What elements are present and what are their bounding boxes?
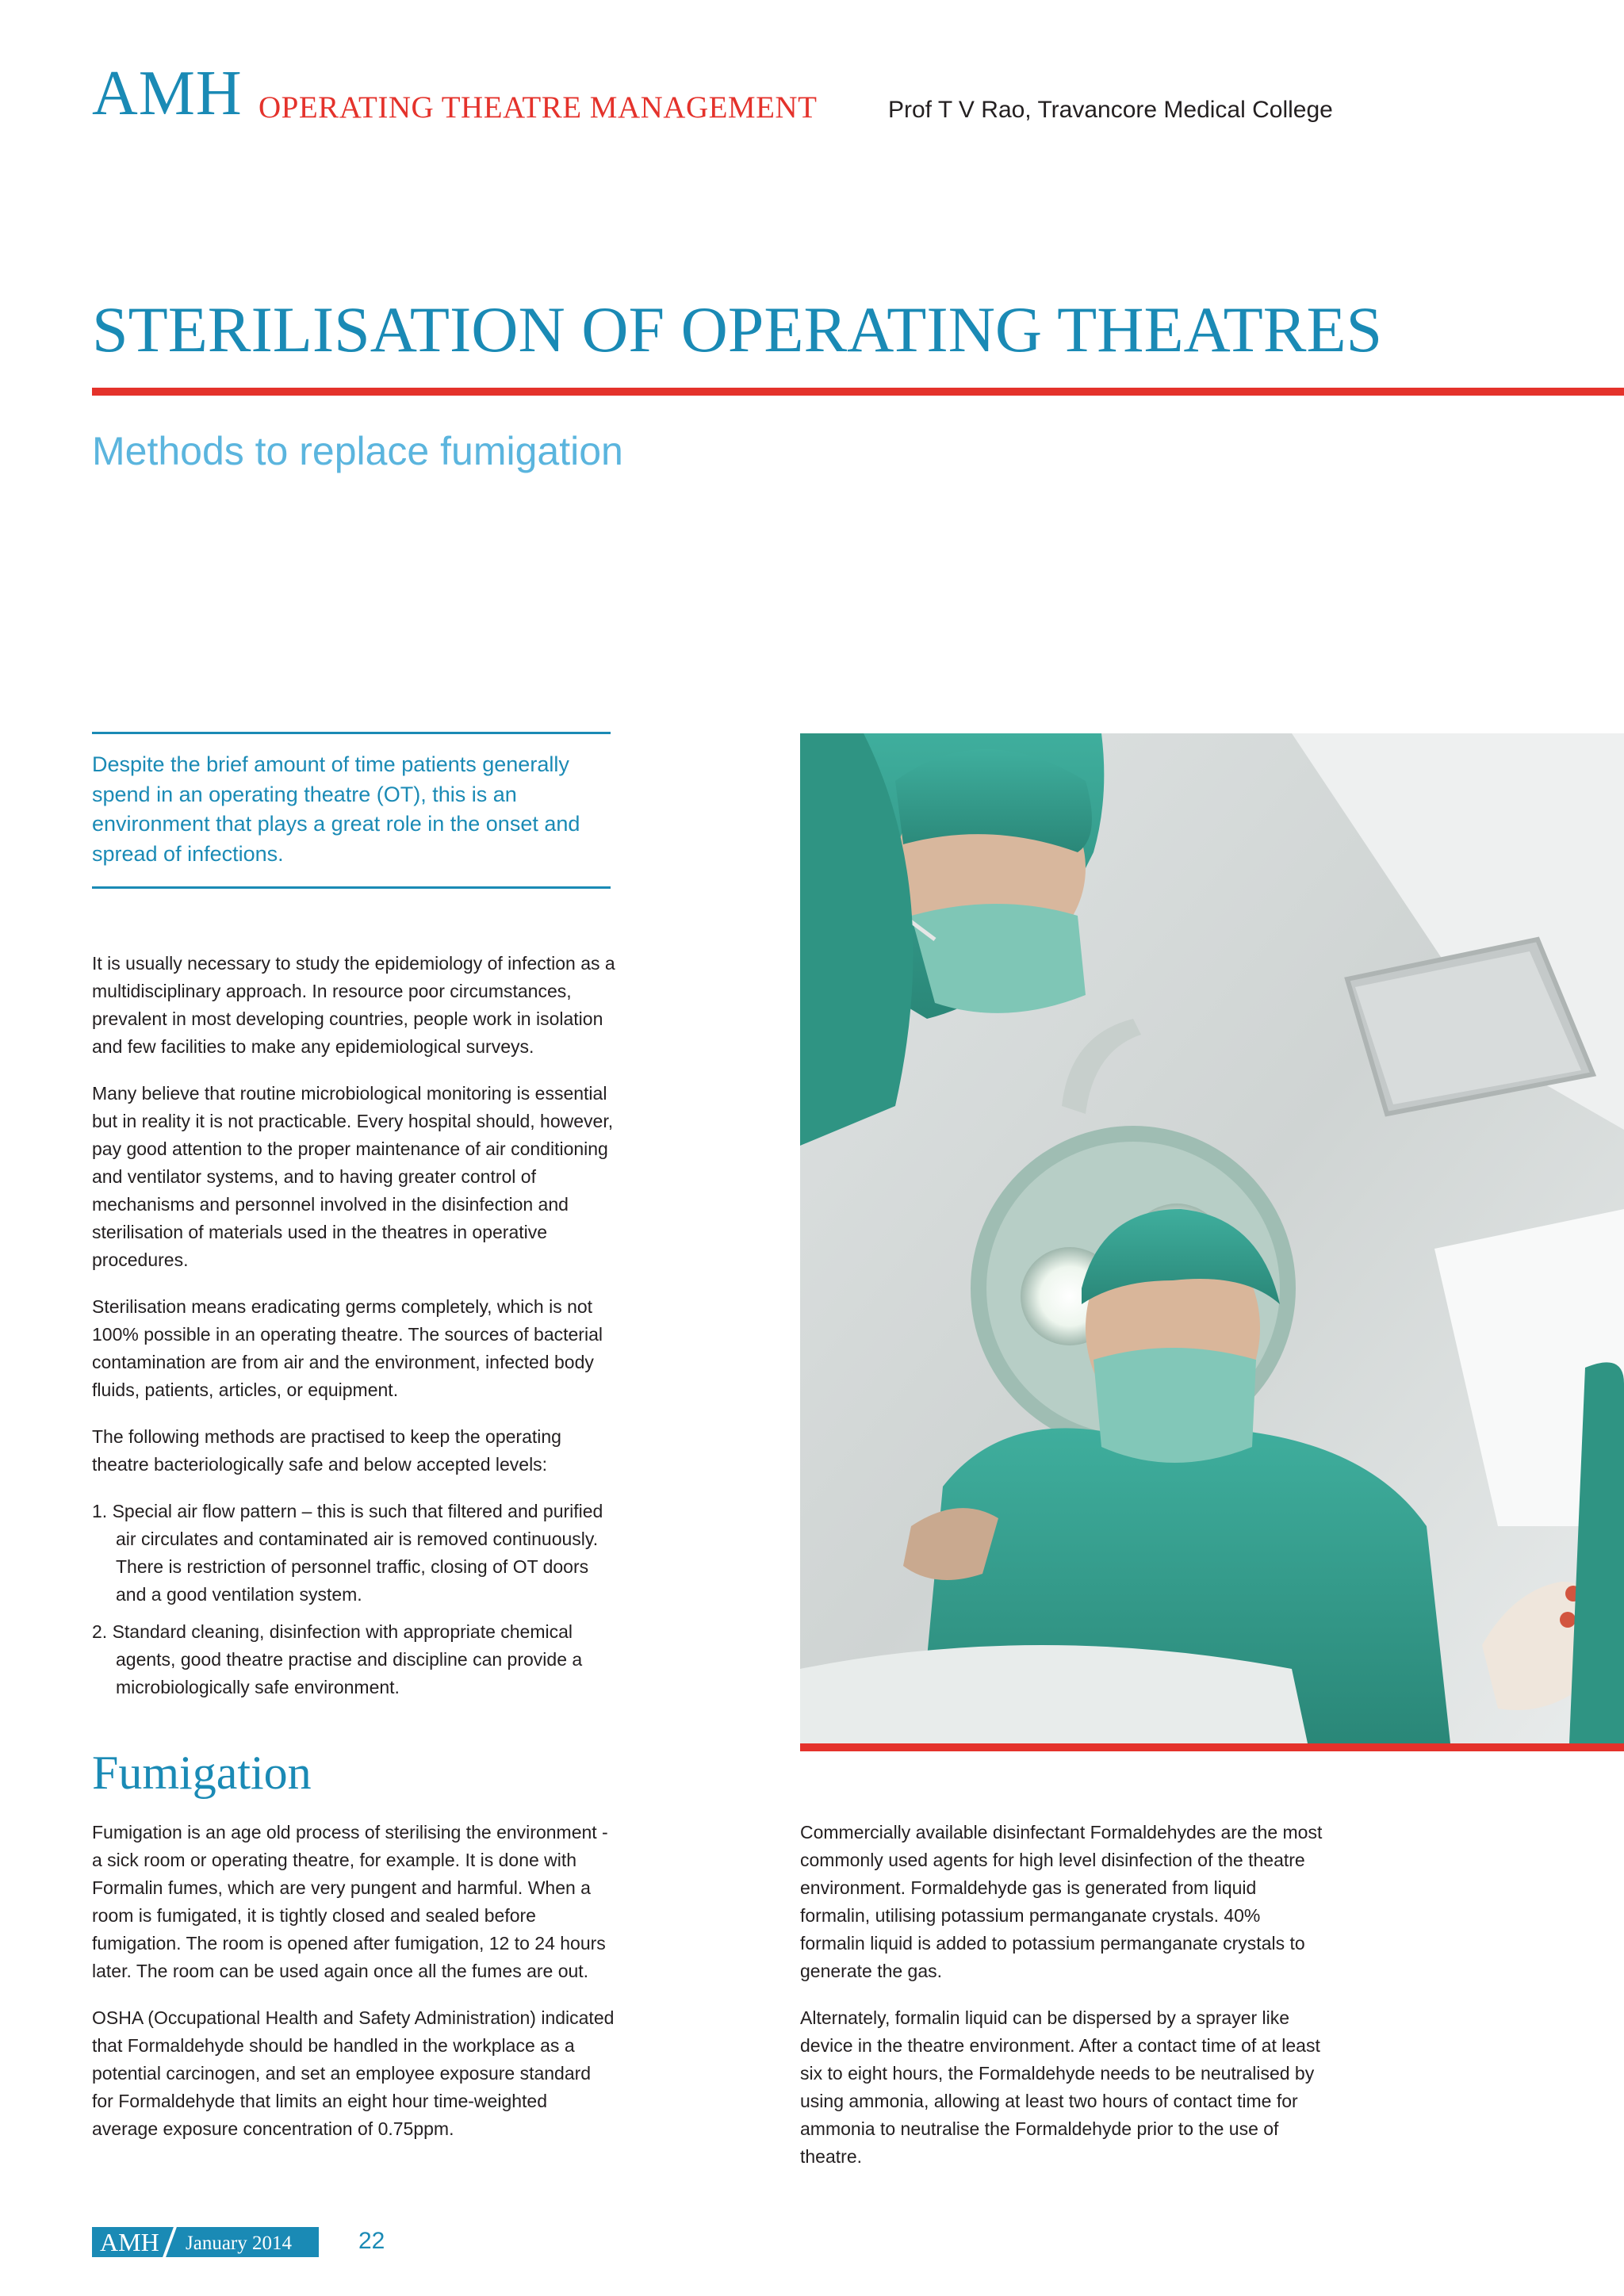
title-rule [92,388,1624,396]
masthead-logo: AMH [92,59,243,128]
intro-bottom-rule [92,886,611,889]
page-number: 22 [358,2228,385,2254]
footer-date: January 2014 [186,2233,292,2254]
article-title: STERILISATION OF OPERATING THEATRES [92,293,1383,365]
body-paragraph: Many believe that routine microbiological monitoring is essential but in reality it is not practicable. Every hospital should, however, pay good attention to the proper maintenance of air conditioning and ventilator systems, and to having greater control of mechanisms and personnel involved in the disinfection and sterilisation of materials used in the theatres in operative procedures. [92,1083,614,1270]
photo-rule [800,1743,1624,1751]
footer-logo: AMH [100,2228,159,2256]
surgeons-photo [800,733,1624,1743]
intro-top-rule [92,732,611,734]
body-column-left [92,950,615,1720]
list-item: 1. Special air flow pattern – this is such that filtered and purified air circulates and contaminated air is removed continuously. There is restriction of personnel traffic, closing of OT doors and a good ventilation system. [92,1501,603,1605]
body-paragraph: Sterilisation means eradicating germs completely, which is not 100% possible in an operating theatre. The sources of bacterial contamination are from air and the environment, infected body fluids, patients, articles, or equipment. [92,1296,603,1400]
list-item: 2. Standard cleaning, disinfection with appropriate chemical agents, good theatre practise and discipline can provide a microbiologically safe environment. [92,1621,583,1697]
body-paragraph: OSHA (Occupational Health and Safety Administration) indicated that Formaldehyde should be handled in the workplace as a potential carcinogen, and set an employee exposure standard for Formaldehyde that limits an eight hour time-weighted average exposure concentration of 0.75ppm. [92,2007,615,2139]
section-title: OPERATING THEATRE MANAGEMENT [259,90,818,124]
body-paragraph: It is usually necessary to study the epidemiology of infection as a multidisciplinary approach. In resource poor circumstances, prevalent in most developing countries, people work in isolation and few facilities to make any epidemiological surveys. [92,953,615,1057]
footer-badge [92,2227,319,2257]
body-paragraph: The following methods are practised to keep the operating theatre bacteriologically safe and below accepted levels: [92,1426,561,1475]
fumigation-column-right [800,1819,1323,2190]
fumigation-column-left [92,1819,615,2162]
intro-standfirst: Despite the brief amount of time patients generally spend in an operating theatre (OT), this is an environment that plays a great role in the onset and spread of infections. [92,752,580,866]
body-paragraph: Commercially available disinfectant Formaldehydes are the most commonly used agents for high level disinfection of the theatre environment. Formaldehyde gas is generated from liquid formalin, utilising potassium permanganate crystals. 40% formalin liquid is added to potassium permanganate crystals to generate the gas. [800,1822,1323,1981]
author-credit: Prof T V Rao, Travancore Medical College [888,97,1333,123]
body-paragraph: Alternately, formalin liquid can be dispersed by a sprayer like device in the theatre environment. After a contact time of at least six to eight hours, the Formaldehyde needs to be neutralised by using ammonia, allowing at least two hours of contact time for ammonia to neutralise the Formaldehyde prior to the use of theatre. [800,2007,1320,2167]
fumigation-heading: Fumigation [92,1747,312,1799]
article-subtitle: Methods to replace fumigation [92,429,623,473]
body-paragraph: Fumigation is an age old process of sterilising the environment - a sick room or operating theatre, for example. It is done with Formalin fumes, which are very pungent and harmful. When a room is fumigated, it is tightly closed and sealed before fumigation. The room is opened after fumigation, 12 to 24 hours later. The room can be used again once all the fumes are out. [92,1822,608,1981]
footer-slash [161,2222,178,2262]
